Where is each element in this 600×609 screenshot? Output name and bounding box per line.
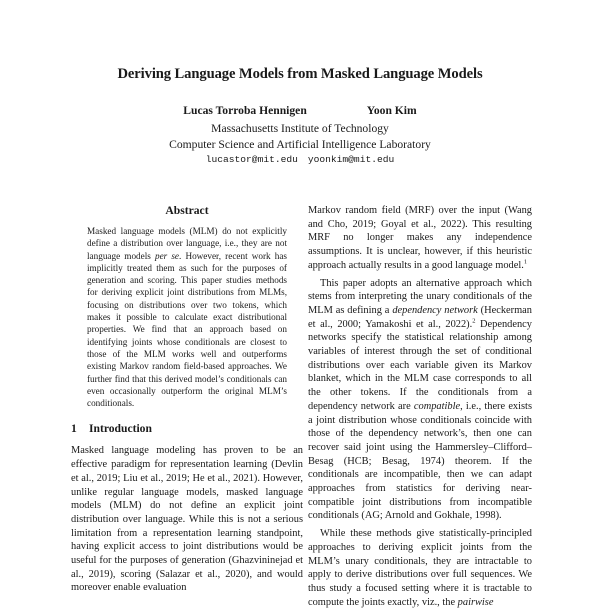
section-heading-introduction [71,422,303,435]
author-emails [0,154,600,165]
author-list [0,104,600,117]
abstract-heading: Abstract [165,204,209,217]
term-emphasis: dependency network [392,304,478,316]
section-title: Introduction [89,422,152,436]
affiliation-institution: Massachusetts Institute of Technology [211,122,389,135]
intro-paragraph: Masked language modeling has proven to be an effective paradigm for representation learning (Devlin et al., 2019; Liu et al., 2019; He et al., 2021). However, unlike regular language models, masked language models (MLM) do not define an explicit joint distribution over language. While this is not a serious limitation from a representation learning standpoint, having explicit access to joint distributions would be useful for the purposes of generation (Ghazvininejad et al., 2019), scoring (Salazar et al., 2020), and would moreover enable evaluation [71,445,303,594]
right-column [308,204,532,609]
left-column [71,204,303,595]
footnote-marker: 2 [472,317,476,325]
abstract-text: Masked language models (MLM) do not explicitly define a distribution over language, i.e., they are not language models per se. However, recent work has implicitly treated them as such for the purposes of generation and scoring. This paper studies methods for deriving explicit joint distributions from MLMs, focusing on distributions over two tokens, which makes it possible to calculate exact distributional properties. We find that an approach based on identifying joints whose conditionals are closest to those of the MLM works well and outperforms existing Markov random field-based approaches. We further find that this derived model’s conditionals can even occasionally outperform the original MLM’s conditionals. [87,226,288,409]
abstract-emphasis: per se [154,250,180,261]
author-name: Yoon Kim [366,104,417,117]
body-paragraph: This paper adopts an alternative approach which stems from interpreting the unary conditionals of the MLM as defining a dependency network (Heckerman et al., 2000; Yamakoshi et al., 2022).$^2$ Dependency networks specify the statistical relationship among variables of interest through the set of conditional distributions over each variable given its Markov blanket, which in the MLM case corresponds to all the other tokens. If the conditionals from a dependency network are compatible, i.e., there exists a joint distribution whose conditionals coincide with those of the dependency network’s, then one can recover said joint using the Hammersley–Clifford–Besag (HCB; Besag, 1974) theorem. If the conditionals are incompatible, then we can adapt approaches from statistics for deriving near-compatible joint distributions from incompatible conditionals (AG; Arnold and Gokhale, 1998). [308,277,532,522]
author-email: lucastor@mit.edu [205,154,298,165]
term-emphasis: pairwise [457,596,494,608]
paper-title: Deriving Language Models from Masked Language Models [117,66,483,82]
footnote-marker: 1 [523,258,528,266]
section-number: 1 [71,422,77,436]
affiliation-lab: Computer Science and Artificial Intelligence Laboratory [169,138,431,151]
author-name: Lucas Torroba Hennigen [183,104,307,117]
body-paragraph: Markov random field (MRF) over the input (Wang and Cho, 2019; Goyal et al., 2022). This resulting MRF no longer makes any independence assumptions. It is unclear, however, if this heuristic approach actually results in a good language model.$^1$ [308,205,532,271]
author-email: yoonkim@mit.edu [307,154,395,165]
term-emphasis: compatible [413,400,461,412]
body-paragraph: While these methods give statistically-principled approaches to deriving explicit joints from the MLM’s unary conditionals, they are intractable to apply to derive distributions over full sequences. We thus study a focused setting where it is tractable to compute the joints exactly, viz., the pairwise [308,528,532,608]
